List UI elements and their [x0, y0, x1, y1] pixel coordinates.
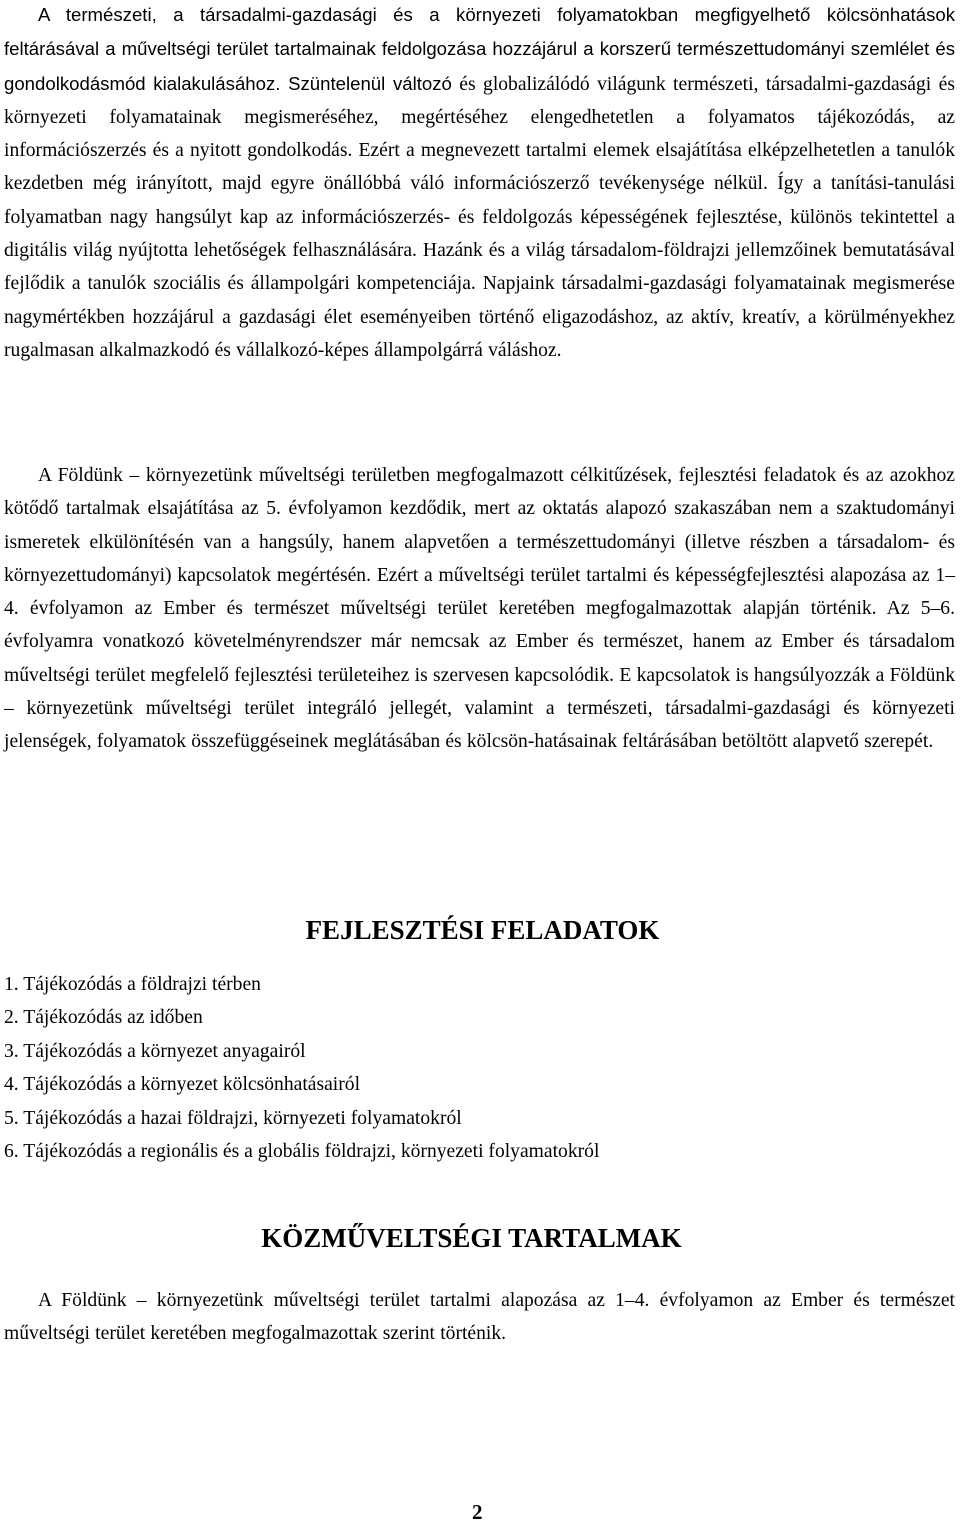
page-number: 2	[472, 1500, 483, 1524]
list-item: 6. Tájékozódás a regionális és a globális földrajzi, környezeti folyamatokról	[4, 1141, 600, 1163]
intro-paragraph-sans-text: A természeti, a társadalmi-gazdasági és a környezeti folyamatokban megfigyelhető kölcsönhatások feltárásával a műveltségi terület tartalmainak feldolgozása hozzájárul a korszerű természettudományi szemlélet és gondolkodásmód kialakulásához. Szüntelenül változó	[4, 4, 955, 94]
list-item: 1. Tájékozódás a földrajzi térben	[4, 974, 261, 995]
second-paragraph: A Földünk – környezetünk műveltségi területben megfogalmazott célkitűzések, fejlesztési feladatok és az azokhoz kötődő tartalmak elsajátítása az 5. évfolyamon kezdődik, mert az oktatás alapozó szakaszában nem a szaktudományi ismeretek elkülönítésén van a hangsúly, hanem alapvetően a természettudományi (illetve részben a társadalom- és környezettudományi) kapcsolatok megértésén. Ezért a műveltségi terület tartalmi és képességfejlesztési alapozása az 1–4. évfolyamon az Ember és természet műveltségi terület keretében megfogalmazottak alapján történik. Az 5–6. évfolyamra vonatkozó követelményrendszer már nemcsak az Ember és természet, hanem az Ember és társadalom műveltségi terület megfelelő fejlesztési területeihez is szervesen kapcsolódik. E kapcsolatok is hangsúlyozzák a Földünk – környezetünk műveltségi terület integráló jellegét, valamint a természeti, társadalmi-gazdasági és környezeti jelenségek, folyamatok összefüggéseinek meglátásában és kölcsön-hatásainak feltárásában betöltött alapvető szerepét.	[4, 465, 955, 753]
document-page	[4, 0, 955, 1525]
third-paragraph: A Földünk – környezetünk műveltségi terület tartalmi alapozása az 1–4. évfolyamon az Ember és természet műveltségi terület keretében megfogalmazottak szerint történik.	[4, 1290, 955, 1345]
intro-paragraph	[4, 0, 955, 367]
list-item: 4. Tájékozódás a környezet kölcsönhatásairól	[4, 1074, 361, 1096]
intro-paragraph-serif-text: és globalizálódó világunk természeti, társadalmi-gazdasági és környezeti folyamatainak megismeréséhez, megértéséhez elengedhetetlen a folyamatos tájékozódás, az információszerzés és a nyitott gondolkodás. Ezért a megnevezett tartalmi elemek elsajátítása elképzelhetetlen a tanulók kezdetben még irányított, majd egyre önállóbbá váló információszerző tevékenysége nélkül. Így a tanítási-tanulási folyamatban nagy hangsúlyt kap az információszerzés- és feldolgozás képességének fejlesztése, különös tekintettel a digitális világ nyújtotta lehetőségek felhasználására. Hazánk és a világ társadalom-földrajzi jellemzőinek bemutatásával fejlődik a tanulók szociális és állampolgári kompetenciája. Napjaink társadalmi-gazdasági folyamatainak megismerése nagymértékben hozzájárul a gazdasági élet eseményeiben történő eligazodáshoz, az aktív, kreatív, a körülményekhez rugalmasan alkalmazkodó és vállalkozó-képes állampolgárrá váláshoz.	[4, 73, 955, 361]
list-item: 3. Tájékozódás a környezet anyagairól	[4, 1040, 306, 1062]
list-item: 2. Tájékozódás az időben	[4, 1007, 203, 1029]
heading-kozmuveltsegi-tartalmak: KÖZMŰVELTSÉGI TARTALMAK	[261, 1223, 682, 1253]
heading-fejlesztesi-feladatok: FEJLESZTÉSI FELADATOK	[305, 915, 660, 945]
list-item: 5. Tájékozódás a hazai földrajzi, környezeti folyamatokról	[4, 1107, 462, 1129]
development-tasks-list	[4, 968, 599, 1168]
